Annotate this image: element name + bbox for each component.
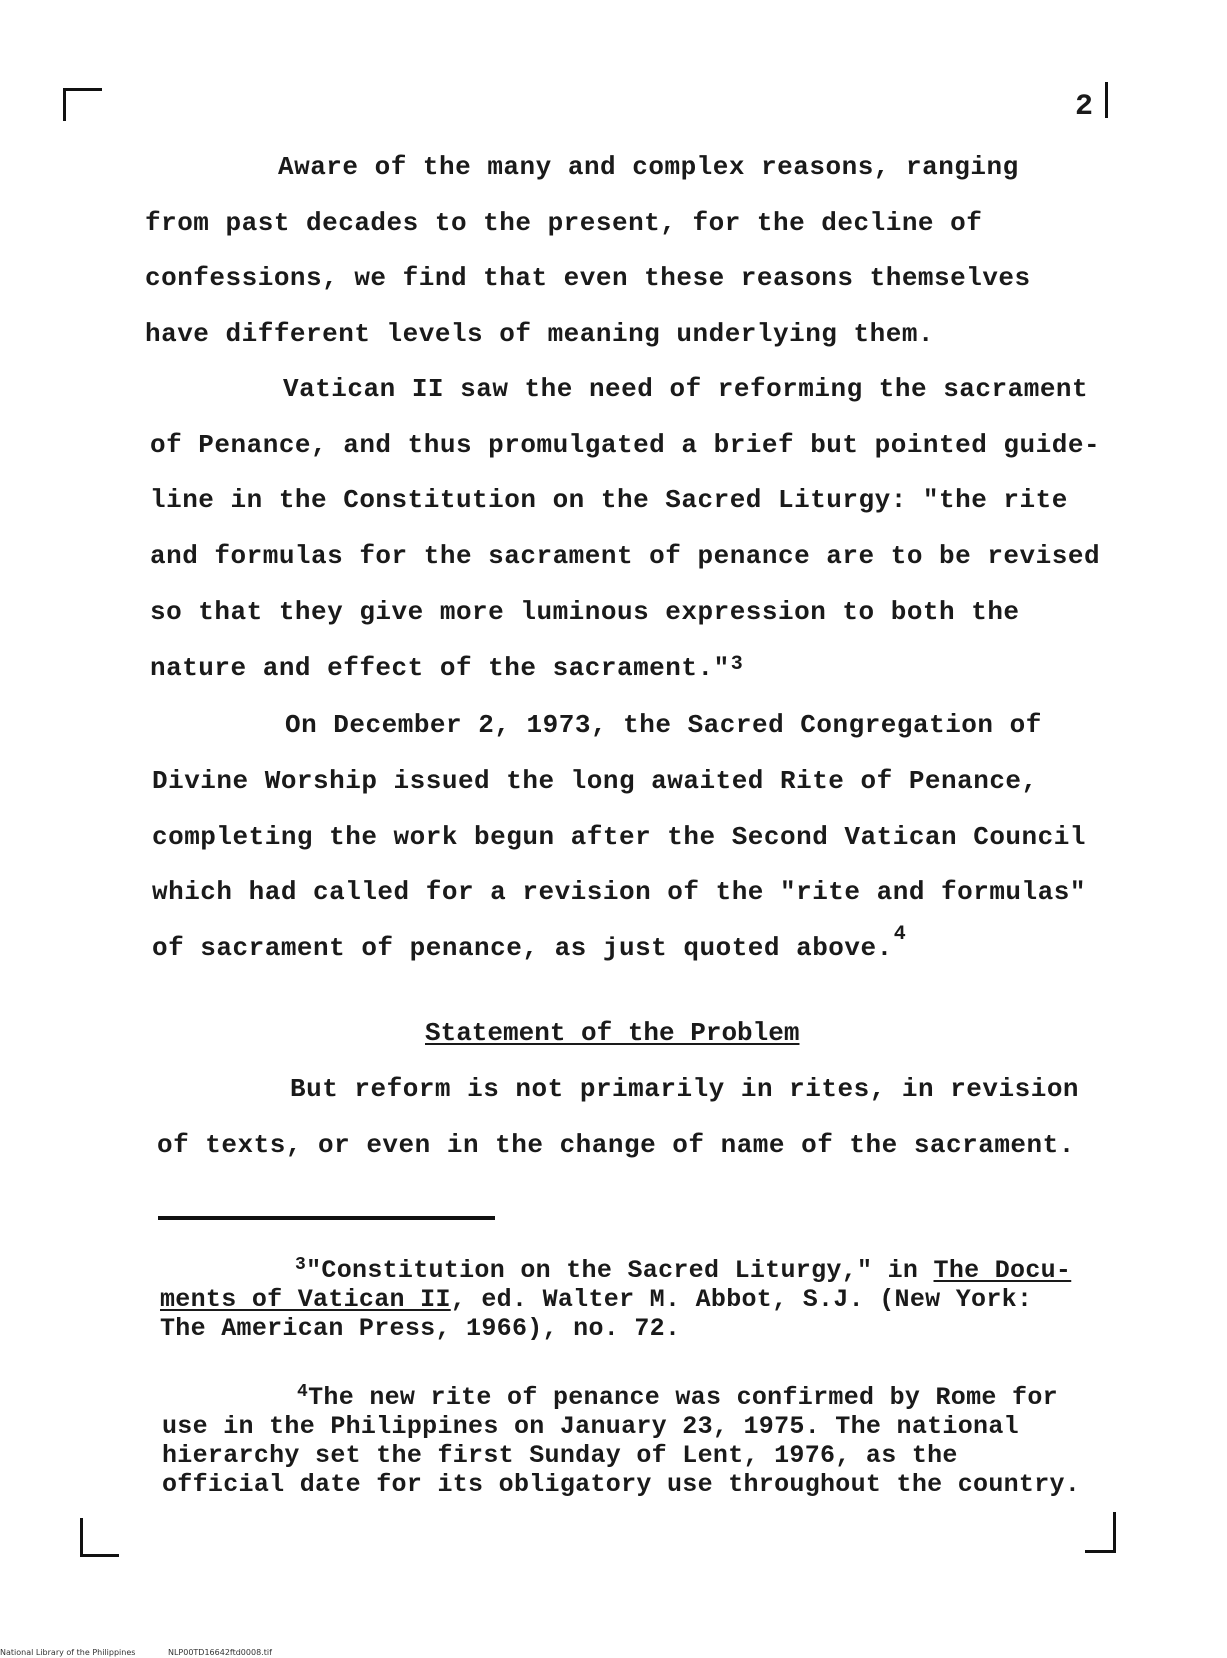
paragraph-2-line-4: and formulas for the sacrament of penance are to be revised — [150, 541, 1101, 571]
paragraph-3-line-1: On December 2, 1973, the Sacred Congregation of — [285, 710, 1042, 740]
paragraph-4-line-2: of texts, or even in the change of name of the sacrament. — [157, 1130, 1075, 1160]
paragraph-3-line-4: which had called for a revision of the "rite and formulas" — [152, 877, 1086, 907]
section-heading: Statement of the Problem — [425, 1018, 800, 1048]
footnote-3-line-2-text: , ed. Walter M. Abbot, S.J. (New York: — [450, 1285, 1033, 1314]
scan-file-id: NLP00TD16642ftd0008.tif — [167, 1648, 272, 1657]
crop-mark-top-right — [1105, 82, 1108, 118]
footnote-4-line-2: use in the Philippines on January 23, 1975. The national — [162, 1412, 1019, 1441]
footnote-3-title-part-1: The Docu- — [933, 1256, 1072, 1285]
paragraph-3-line-5-text: of sacrament of penance, as just quoted above. — [152, 933, 893, 963]
paragraph-3-line-3: completing the work begun after the Second Vatican Council — [152, 822, 1086, 852]
crop-mark-bottom-left — [80, 1518, 119, 1557]
footnote-4-line-1 — [297, 1382, 1058, 1413]
footnote-ref-3: 3 — [730, 653, 744, 676]
footnote-3-line-1-text: "Constitution on the Sacred Liturgy," in — [306, 1256, 934, 1285]
scan-footer — [0, 1648, 302, 1658]
footnote-3-mark: 3 — [295, 1255, 307, 1275]
paragraph-1-line-3: confessions, we find that even these reasons themselves — [145, 263, 1031, 293]
paragraph-1-line-2: from past decades to the present, for the decline of — [145, 208, 983, 238]
paragraph-2-line-6-text: nature and effect of the sacrament." — [150, 653, 730, 683]
paragraph-1-line-4: have different levels of meaning underlying them. — [145, 319, 935, 349]
crop-mark-bottom-right — [1085, 1512, 1116, 1553]
scan-source: National Library of the Philippines — [0, 1648, 136, 1657]
paragraph-2-line-2: of Penance, and thus promulgated a brief but pointed guide- — [150, 430, 1101, 460]
paragraph-3-line-2: Divine Worship issued the long awaited Rite of Penance, — [152, 766, 1038, 796]
footnote-4-line-3: hierarchy set the first Sunday of Lent, 1976, as the — [162, 1441, 958, 1470]
paragraph-2-line-3: line in the Constitution on the Sacred Liturgy: "the rite — [150, 485, 1068, 515]
footnote-3-line-2 — [160, 1287, 1032, 1313]
footnote-3-line-3: The American Press, 1966), no. 72. — [160, 1314, 681, 1343]
paragraph-3-line-5 — [152, 923, 907, 966]
paragraph-2-line-1: Vatican II saw the need of reforming the sacrament — [283, 374, 1089, 404]
footnote-ref-4: 4 — [893, 923, 907, 946]
crop-mark-top-left — [63, 88, 102, 121]
footnote-separator — [158, 1216, 495, 1220]
footnote-3-line-1 — [295, 1255, 1072, 1286]
footnote-3-title-part-2: ments of Vatican II — [160, 1285, 451, 1314]
paragraph-1-line-1: Aware of the many and complex reasons, ranging — [278, 152, 1019, 182]
footnote-4-mark: 4 — [297, 1382, 309, 1402]
page-number: 2 — [1075, 90, 1094, 124]
paragraph-2-line-5: so that they give more luminous expression to both the — [150, 597, 1020, 627]
footnote-4-line-1-text: The new rite of penance was confirmed by Rome for — [308, 1383, 1058, 1412]
footnote-4-line-4: official date for its obligatory use throughout the country. — [162, 1470, 1081, 1499]
paragraph-4-line-1: But reform is not primarily in rites, in revision — [290, 1074, 1080, 1104]
paragraph-2-line-6 — [150, 653, 743, 686]
